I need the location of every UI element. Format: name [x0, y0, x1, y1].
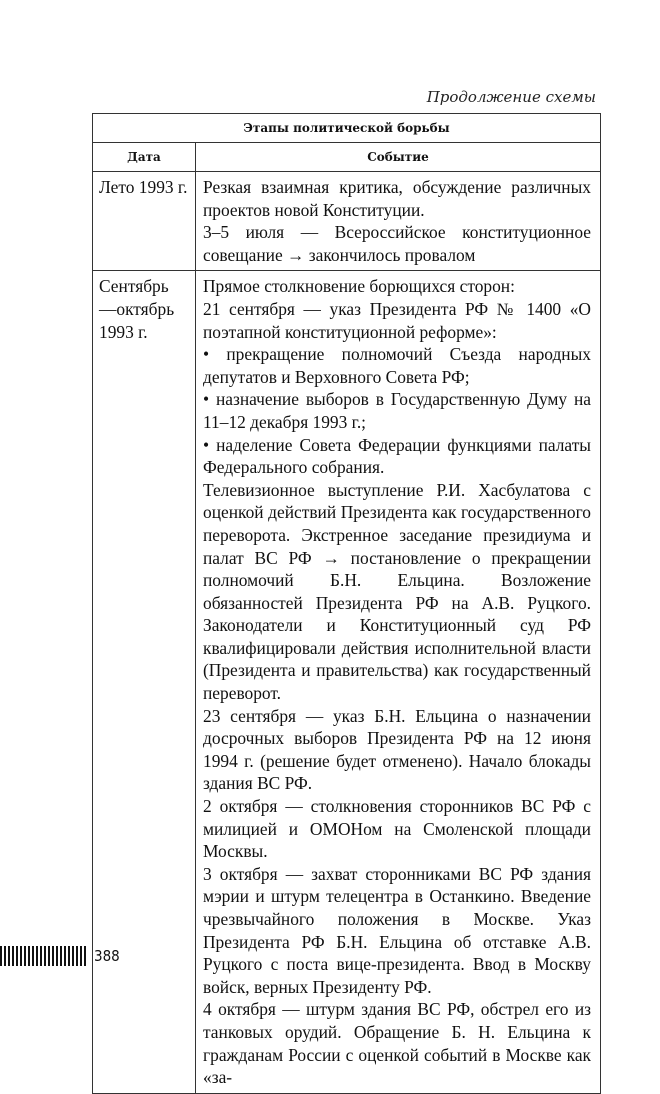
row-event: [196, 172, 601, 271]
row-date: Сентябрь—октябрь 1993 г.: [93, 271, 196, 1093]
page-number: 388: [94, 947, 120, 965]
bullet-item: • прекращение полномочий Съезда народных депутатов и Верховного Совета РФ;: [203, 344, 591, 387]
event-paragraph: 3–5 июля — Всероссийское конституционное совещание → закончилось провалом: [203, 222, 591, 265]
event-paragraph: 3 октября — захват сторонниками ВС РФ здания мэрии и штурм телецентра в Останкино. Введение чрезвычайного положения в Москве. Указ Президента РФ Б.Н. Ельцина об отставке А.В. Руцкого с поста вице-президента. Ввод в Москву войск, верных Президенту РФ.: [203, 863, 591, 997]
event-paragraph: 4 октября — штурм здания ВС РФ, обстрел его из танковых орудий. Обращение Б. Н. Ельцина к гражданам России с оценкой событий в Москве как «за-: [203, 999, 591, 1088]
bullet-item: • назначение выборов в Государственную Думу на 11–12 декабря 1993 г.;: [203, 389, 591, 432]
political-struggle-table: [92, 113, 601, 1094]
table-row: [93, 172, 601, 271]
column-header-date: Дата: [93, 143, 196, 172]
table-header-row: [93, 143, 601, 172]
continuation-caption: Продолжение схемы: [426, 88, 596, 106]
bullet-item: • наделение Совета Федерации функциями палаты Федерального собрания.: [203, 434, 591, 478]
table-title-row: [93, 114, 601, 143]
event-paragraph: Телевизионное выступление Р.И. Хасбулатова с оценкой действий Президента как государственного переворота. Экстренное заседание президиума и палат ВС РФ → постановление о прекращении полномочий Б.Н. Ельцина. Возложение обязанностей Президента РФ на А.В. Руцкого. Законодатели и Конституционный суд РФ квалифицировали действия исполнительной власти (Президента и правительства) как государственный переворот.: [203, 479, 591, 704]
event-paragraph: Прямое столкновение борющихся сторон:: [203, 276, 515, 297]
event-paragraph: 21 сентября — указ Президента РФ № 1400 «О поэтапной конституционной реформе»:: [203, 298, 591, 342]
table-title: Этапы политической борьбы: [93, 114, 601, 143]
event-paragraph: 2 октября — столкновения сторонников ВС РФ с милицией и ОМОНом на Смоленской площади Москвы.: [203, 796, 591, 862]
column-header-event: Событие: [196, 143, 601, 172]
row-date: Лето 1993 г.: [93, 172, 196, 271]
row-event: [196, 271, 601, 1093]
barcode-decoration: [0, 946, 86, 966]
event-paragraph: Резкая взаимная критика, обсуждение различных проектов новой Конституции.: [203, 177, 591, 220]
event-paragraph: 23 сентября — указ Б.Н. Ельцина о назначении досрочных выборов Президента РФ на 12 июня 1994 г. (решение будет отменено). Начало блокады здания ВС РФ.: [203, 705, 591, 794]
page-footer: [0, 943, 120, 969]
table-row: [93, 271, 601, 1093]
